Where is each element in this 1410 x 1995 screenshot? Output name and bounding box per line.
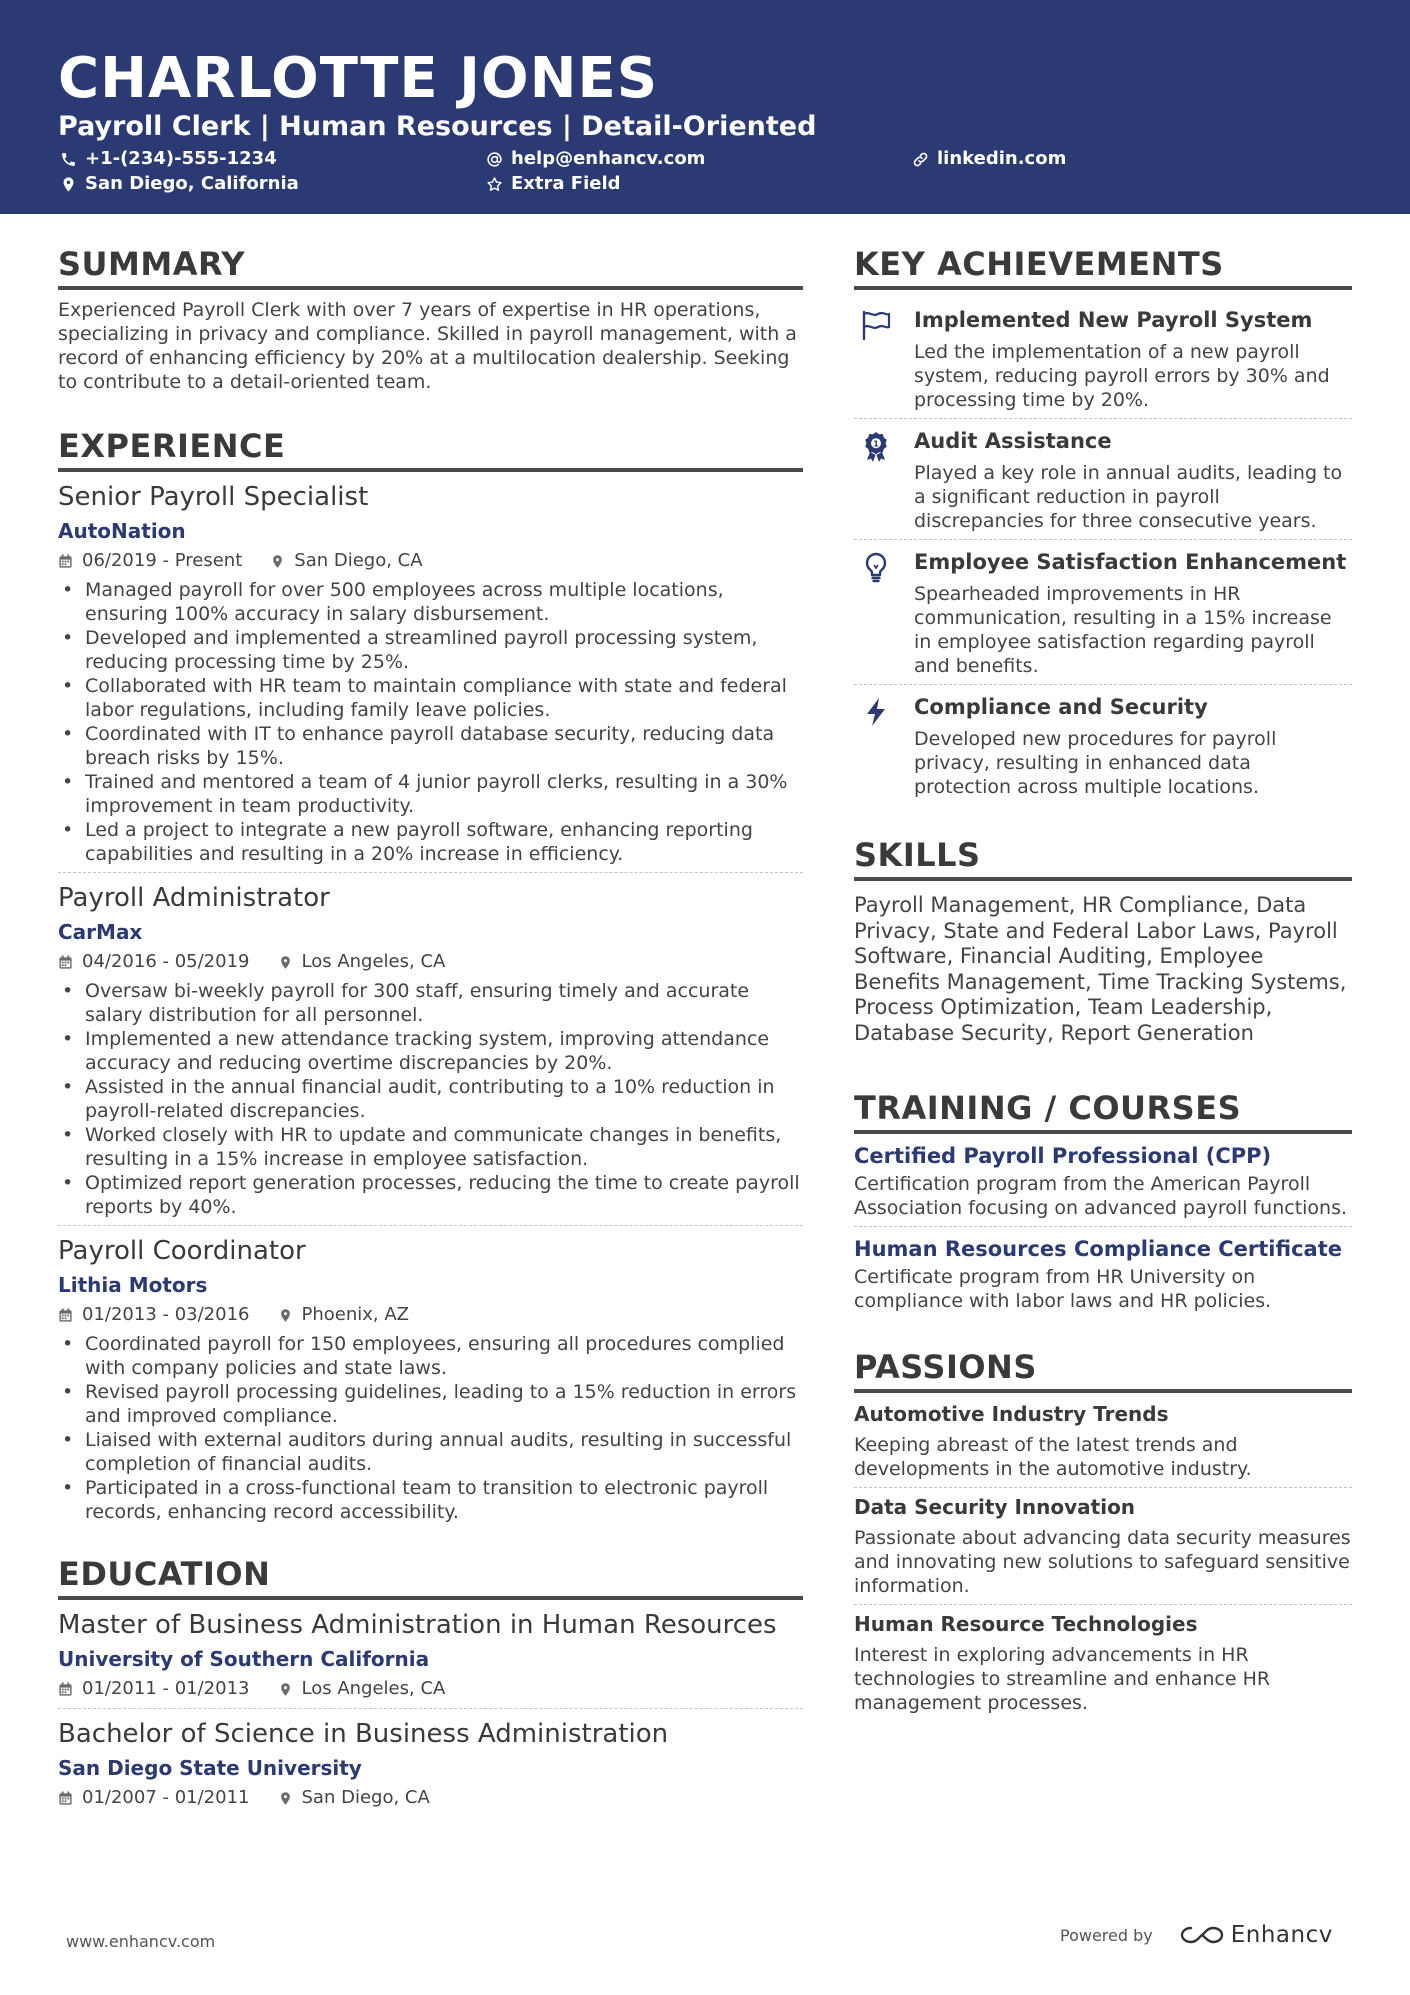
job-location: Los Angeles, CA	[301, 951, 446, 972]
contact-phone[interactable]	[60, 147, 277, 171]
left-column	[58, 242, 803, 1825]
education-location: San Diego, CA	[301, 1787, 430, 1808]
achievement-title: Implemented New Payroll System	[914, 308, 1313, 332]
award-ribbon-icon	[860, 430, 892, 462]
calendar-icon	[58, 1791, 73, 1806]
right-column	[854, 242, 1352, 1727]
linkedin-text: linkedin.com	[937, 148, 1067, 169]
phone-icon	[60, 151, 77, 168]
course-desc: Certificate program from HR University on compliance with labor laws and HR policies.	[854, 1266, 1272, 1312]
calendar-icon	[58, 955, 73, 970]
passion-title: Human Resource Technologies	[854, 1612, 1198, 1636]
job-bullet: • Optimized report generation processes, reducing the time to create payroll reports by 40%.	[58, 1171, 803, 1219]
education-entry	[58, 1608, 803, 1709]
skills-section	[854, 833, 1352, 1046]
job-bullet: • Coordinated payroll for 150 employees, ensuring all procedures complied with company policies and state laws.	[58, 1332, 803, 1380]
achievements-section	[854, 242, 1352, 805]
job-company: CarMax	[58, 920, 143, 944]
location-pin-icon	[278, 1682, 293, 1697]
enhancv-logo-icon	[1179, 1922, 1225, 1948]
passion-item	[854, 1494, 1352, 1605]
job-bullet: • Participated in a cross-functional team to transition to electronic payroll records, enhancing record accessibility.	[58, 1476, 803, 1524]
job-meta	[58, 1302, 803, 1328]
lightning-bolt-icon	[860, 696, 892, 728]
contact-location	[60, 172, 299, 196]
job-bullet: • Worked closely with HR to update and communicate changes in benefits, resulting in a 15% increase in employee satisfaction.	[58, 1123, 803, 1171]
education-school: University of Southern California	[58, 1647, 430, 1671]
education-dates: 01/2007 - 01/2011	[82, 1787, 250, 1808]
achievements-heading: KEY ACHIEVEMENTS	[854, 242, 1352, 290]
skills-text: Payroll Management, HR Compliance, Data Privacy, State and Federal Labor Laws, Payroll Software, Financial Auditing, Employee Benefits Management, Time Tracking Systems, Process Optimization, Team Leadership, Database Security, Report Generation	[854, 893, 1347, 1045]
course-title: Certified Payroll Professional (CPP)	[854, 1144, 1272, 1168]
at-sign-icon	[486, 151, 503, 168]
job-bullet: • Coordinated with IT to enhance payroll database security, reducing data breach risks by 15%.	[58, 722, 803, 770]
job-bullet: • Oversaw bi-weekly payroll for 300 staff, ensuring timely and accurate salary distribution for all personnel.	[58, 979, 803, 1027]
job-company: Lithia Motors	[58, 1273, 208, 1297]
education-dates: 01/2011 - 01/2013	[82, 1678, 250, 1699]
achievement-desc: Spearheaded improvements in HR communication, resulting in a 15% increase in employee satisfaction regarding payroll and benefits.	[914, 583, 1332, 677]
skills-heading: SKILLS	[854, 833, 1352, 881]
achievement-item	[854, 298, 1352, 419]
job-bullet: • Developed and implemented a streamlined payroll processing system, reducing processing time by 25%.	[58, 626, 803, 674]
achievement-title: Compliance and Security	[914, 695, 1208, 719]
job-bullet: • Assisted in the annual financial audit, contributing to a 10% reduction in payroll-related discrepancies.	[58, 1075, 803, 1123]
candidate-name: CHARLOTTE JONES	[58, 46, 659, 111]
email-text: help@enhancv.com	[511, 148, 706, 169]
passion-title: Automotive Industry Trends	[854, 1402, 1169, 1426]
job-bullets	[58, 1332, 803, 1524]
contact-linkedin[interactable]	[912, 147, 1066, 171]
summary-text: Experienced Payroll Clerk with over 7 years of expertise in HR operations, specializing in privacy and compliance. Skilled in payroll management, with a record of enhancing efficiency by 20% at a multilocation dealership. Seeking to contribute to a detail-oriented team.	[58, 299, 797, 393]
achievement-title: Employee Satisfaction Enhancement	[914, 550, 1347, 574]
education-heading: EDUCATION	[58, 1552, 803, 1600]
resume-header	[0, 0, 1410, 214]
flag-icon	[860, 309, 892, 341]
job-company: AutoNation	[58, 519, 186, 543]
job-role: Payroll Coordinator	[58, 1236, 306, 1266]
achievement-item	[854, 685, 1352, 805]
achievement-desc: Played a key role in annual audits, leading to a significant reduction in payroll discrepancies for three consecutive years.	[914, 462, 1343, 532]
job-dates: 06/2019 - Present	[82, 550, 243, 571]
summary-section	[58, 242, 803, 394]
education-school: San Diego State University	[58, 1756, 362, 1780]
achievement-desc: Developed new procedures for payroll privacy, resulting in enhanced data protection across multiple locations.	[914, 728, 1277, 798]
achievement-item	[854, 419, 1352, 540]
link-icon	[912, 151, 929, 168]
enhancv-brand: Enhancv	[1230, 1922, 1333, 1948]
education-section	[58, 1552, 803, 1817]
education-entry	[58, 1717, 803, 1817]
job-location: Phoenix, AZ	[301, 1304, 409, 1325]
education-location: Los Angeles, CA	[301, 1678, 446, 1699]
job-dates: 04/2016 - 05/2019	[82, 951, 250, 972]
job-bullet: • Trained and mentored a team of 4 junior payroll clerks, resulting in a 30% improvement in team productivity.	[58, 770, 803, 818]
footer-branding[interactable]	[1060, 1922, 1333, 1948]
job-meta	[58, 548, 803, 574]
achievement-title: Audit Assistance	[914, 429, 1112, 453]
job-entry	[58, 480, 803, 873]
extra-field-text: Extra Field	[511, 173, 621, 194]
job-bullets	[58, 979, 803, 1219]
experience-heading: EXPERIENCE	[58, 424, 803, 472]
phone-text: +1-(234)-555-1234	[85, 148, 277, 169]
location-pin-icon	[278, 1308, 293, 1323]
calendar-icon	[58, 1682, 73, 1697]
achievement-desc: Led the implementation of a new payroll system, reducing payroll errors by 30% and processing time by 20%.	[914, 341, 1330, 411]
passion-desc: Passionate about advancing data security measures and innovating new solutions to safeguard sensitive information.	[854, 1527, 1351, 1597]
location-pin-icon	[278, 1791, 293, 1806]
candidate-tagline: Payroll Clerk | Human Resources | Detail-Oriented	[58, 111, 817, 142]
passion-desc: Keeping abreast of the latest trends and developments in the automotive industry.	[854, 1434, 1252, 1480]
education-meta	[58, 1785, 803, 1811]
job-role: Senior Payroll Specialist	[58, 482, 369, 512]
job-meta	[58, 949, 803, 975]
education-meta	[58, 1676, 803, 1702]
powered-by-label: Powered by	[1060, 1925, 1153, 1945]
job-bullet: • Implemented a new attendance tracking system, improving attendance accuracy and reducing overtime discrepancies by 20%.	[58, 1027, 803, 1075]
passion-desc: Interest in exploring advancements in HR technologies to streamline and enhance HR management processes.	[854, 1644, 1271, 1714]
course-item	[854, 1235, 1352, 1319]
job-role: Payroll Administrator	[58, 883, 330, 913]
job-bullet: • Led a project to integrate a new payroll software, enhancing reporting capabilities and resulting in a 20% increase in efficiency.	[58, 818, 803, 866]
footer-website[interactable]: www.enhancv.com	[66, 1932, 216, 1951]
achievement-item	[854, 540, 1352, 685]
course-desc: Certification program from the American Payroll Association focusing on advanced payroll functions.	[854, 1173, 1348, 1219]
location-pin-icon	[60, 176, 77, 193]
education-degree: Bachelor of Science in Business Administration	[58, 1719, 669, 1749]
experience-section	[58, 424, 803, 1530]
training-heading: TRAINING / COURSES	[854, 1086, 1352, 1134]
job-bullet: • Liaised with external auditors during annual audits, resulting in successful completion of financial audits.	[58, 1428, 803, 1476]
passion-item	[854, 1401, 1352, 1488]
passions-section	[854, 1345, 1352, 1721]
job-bullets	[58, 578, 803, 866]
job-entry	[58, 1234, 803, 1530]
contact-extra-field	[486, 172, 621, 196]
job-bullet: • Revised payroll processing guidelines, leading to a 15% reduction in errors and improved compliance.	[58, 1380, 803, 1428]
summary-heading: SUMMARY	[58, 242, 803, 290]
contact-email[interactable]	[486, 147, 705, 171]
location-text: San Diego, California	[85, 173, 299, 194]
passion-title: Data Security Innovation	[854, 1495, 1136, 1519]
education-degree: Master of Business Administration in Human Resources	[58, 1610, 777, 1640]
location-pin-icon	[278, 955, 293, 970]
job-location: San Diego, CA	[294, 550, 423, 571]
calendar-icon	[58, 1308, 73, 1323]
job-bullet: • Collaborated with HR team to maintain compliance with state and federal labor regulations, including family leave policies.	[58, 674, 803, 722]
course-title: Human Resources Compliance Certificate	[854, 1237, 1342, 1261]
lightbulb-icon	[860, 551, 892, 583]
calendar-icon	[58, 554, 73, 569]
job-dates: 01/2013 - 03/2016	[82, 1304, 250, 1325]
training-section	[854, 1086, 1352, 1319]
passion-item	[854, 1611, 1352, 1721]
job-entry	[58, 881, 803, 1226]
job-bullet: • Managed payroll for over 500 employees across multiple locations, ensuring 100% accuracy in salary disbursement.	[58, 578, 803, 626]
star-icon	[486, 176, 503, 193]
location-pin-icon	[270, 554, 285, 569]
passions-heading: PASSIONS	[854, 1345, 1352, 1393]
course-item	[854, 1142, 1352, 1227]
svg-text:1: 1	[873, 439, 879, 449]
